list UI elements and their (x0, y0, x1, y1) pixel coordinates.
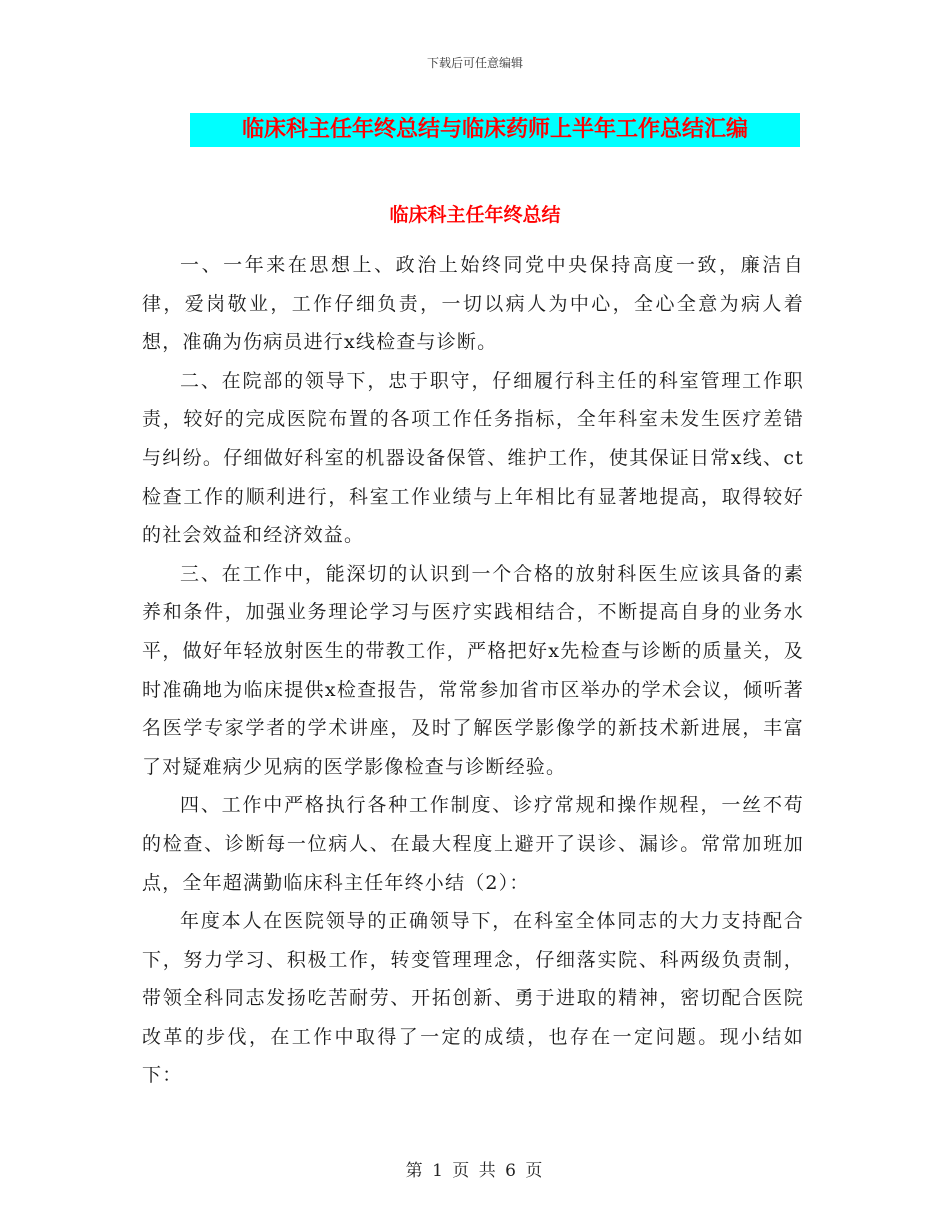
header-note: 下载后可任意编辑 (426, 56, 523, 70)
paragraph-2: 二、在院部的领导下，忠于职守，仔细履行科主任的科室管理工作职责，较好的完成医院布置的各项工作任务指标，全年科室未发生医疗差错与纠纷。仔细做好科室的机器设备保管、维护工作，使其保证日常x线、ct检查工作的顺利进行，科室工作业绩与上年相比有显著地提高，取得较好的社会效益和经济效益。 (142, 369, 804, 547)
page-footer: 第 1 页 共 6 页 (405, 1161, 545, 1181)
paragraph-5: 年度本人在医院领导的正确领导下，在科室全体同志的大力支持配合下，努力学习、积极工作，转变管理理念，仔细落实院、科两级负责制，带领全科同志发扬吃苦耐劳、开拓创新、勇于进取的精神，密切配合医院改革的步伐，在工作中取得了一定的成绩，也存在一定问题。现小结如下： (142, 910, 804, 1087)
main-title: 临床科主任年终总结与临床药师上半年工作总结汇编 (241, 117, 748, 142)
main-title-highlight (190, 113, 800, 147)
body-text (142, 246, 804, 1095)
paragraph-3: 三、在工作中，能深切的认识到一个合格的放射科医生应该具备的素养和条件，加强业务理论学习与医疗实践相结合，不断提高自身的业务水平，做好年轻放射医生的带教工作，严格把好x先检查与诊断的质量关，及时准确地为临床提供x检查报告，常常参加省市区举办的学术会议，倾听著名医学专家学者的学术讲座，及时了解医学影像学的新技术新进展，丰富了对疑难病少见病的医学影像检查与诊断经验。 (142, 562, 804, 778)
paragraph-4: 四、工作中严格执行各种工作制度、诊疗常规和操作规程，一丝不苟的检查、诊断每一位病人、在最大程度上避开了误诊、漏诊。常常加班加点，全年超满勤临床科主任年终小结（2）： (142, 794, 804, 894)
section-title: 临床科主任年终总结 (389, 204, 561, 226)
paragraph-1: 一、一年来在思想上、政治上始终同党中央保持高度一致，廉洁自律，爱岗敬业，工作仔细负责，一切以病人为中心，全心全意为病人着想，准确为伤病员进行x线检查与诊断。 (142, 254, 804, 354)
